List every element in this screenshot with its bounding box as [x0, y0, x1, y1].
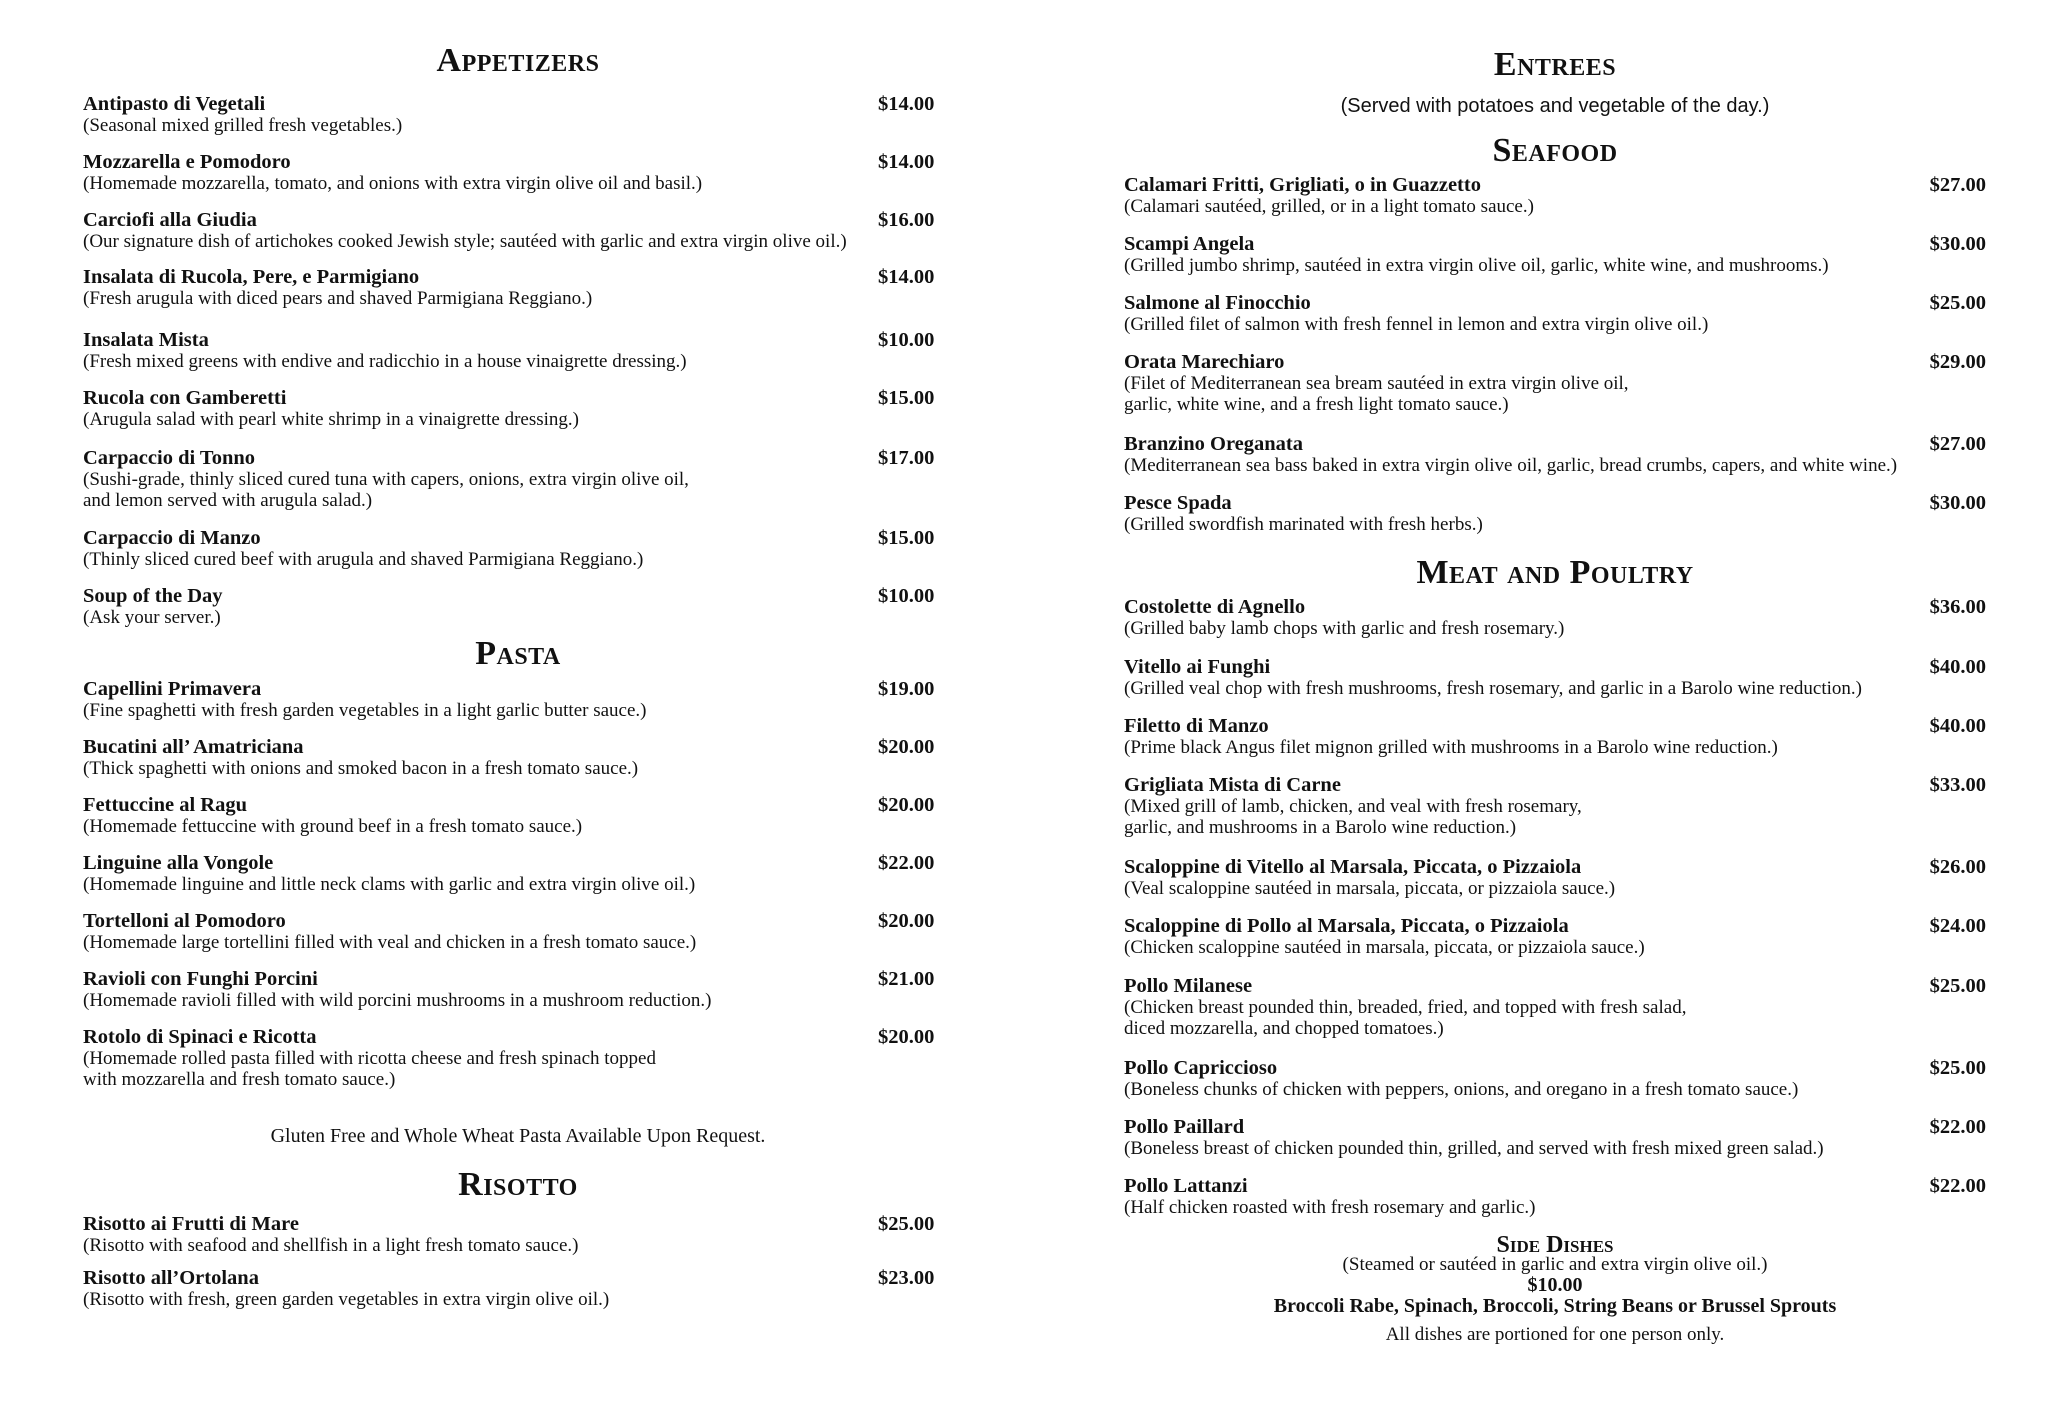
- seafood-menu-item: [1124, 292, 1986, 335]
- item-description: (Mixed grill of lamb, chicken, and veal with fresh rosemary, garlic, and mushrooms in a Barolo wine reduction.): [1124, 796, 1582, 838]
- item-name: Salmone al Finocchio: [1124, 292, 1311, 314]
- appetizers-menu-item: [83, 527, 953, 570]
- item-price: $14.00: [878, 266, 935, 288]
- footer-note: All dishes are portioned for one person only.: [1385, 1324, 1725, 1345]
- item-price: $19.00: [878, 678, 935, 700]
- seafood-title: Seafood: [1492, 132, 1618, 169]
- item-price: $27.00: [1929, 174, 1986, 196]
- item-price: $20.00: [878, 910, 935, 932]
- item-description: (Grilled baby lamb chops with garlic and fresh rosemary.): [1124, 618, 1565, 639]
- item-price: $26.00: [1929, 856, 1986, 878]
- item-price: $27.00: [1929, 433, 1986, 455]
- item-name: Rotolo di Spinaci e Ricotta: [83, 1026, 317, 1048]
- seafood-menu-item: [1124, 351, 1986, 415]
- item-name: Grigliata Mista di Carne: [1124, 774, 1341, 796]
- appetizers-title: Appetizers: [436, 42, 600, 79]
- item-description: (Boneless breast of chicken pounded thin, grilled, and served with fresh mixed green salad.): [1124, 1138, 1824, 1159]
- item-price: $25.00: [1929, 975, 1986, 997]
- item-name: Branzino Oreganata: [1124, 433, 1303, 455]
- meat-menu-item: [1124, 1057, 1986, 1100]
- meat-menu-item: [1124, 856, 1986, 899]
- item-price: $22.00: [1929, 1175, 1986, 1197]
- item-price: $25.00: [878, 1213, 935, 1235]
- item-name: Mozzarella e Pomodoro: [83, 151, 291, 173]
- appetizers-menu-item: [83, 151, 953, 194]
- item-description: (Prime black Angus filet mignon grilled with mushrooms in a Barolo wine reduction.): [1124, 737, 1778, 758]
- item-name: Scampi Angela: [1124, 233, 1255, 255]
- item-description: (Mediterranean sea bass baked in extra virgin olive oil, garlic, bread crumbs, capers, and white wine.): [1124, 455, 1898, 476]
- item-description: (Risotto with fresh, green garden vegetables in extra virgin olive oil.): [83, 1289, 610, 1310]
- pasta-menu-item: [83, 910, 953, 953]
- entrees-title: Entrees: [1493, 46, 1617, 83]
- item-description: (Homemade fettuccine with ground beef in a fresh tomato sauce.): [83, 816, 583, 837]
- entrees-subtitle: (Served with potatoes and vegetable of the day.): [1340, 95, 1770, 117]
- seafood-menu-item: [1124, 174, 1986, 217]
- item-name: Vitello ai Funghi: [1124, 656, 1271, 678]
- item-name: Rucola con Gamberetti: [83, 387, 287, 409]
- item-name: Costolette di Agnello: [1124, 596, 1306, 618]
- meat-title: Meat and Poultry: [1416, 554, 1694, 591]
- meat-menu-item: [1124, 715, 1986, 758]
- item-description: (Fresh arugula with diced pears and shaved Parmigiana Reggiano.): [83, 288, 593, 309]
- item-name: Risotto ai Frutti di Mare: [83, 1213, 299, 1235]
- item-name: Ravioli con Funghi Porcini: [83, 968, 318, 990]
- item-price: $20.00: [878, 794, 935, 816]
- item-price: $30.00: [1929, 492, 1986, 514]
- item-name: Pesce Spada: [1124, 492, 1232, 514]
- item-name: Filetto di Manzo: [1124, 715, 1269, 737]
- item-price: $14.00: [878, 151, 935, 173]
- item-description: (Boneless chunks of chicken with peppers, onions, and oregano in a fresh tomato sauce.): [1124, 1079, 1799, 1100]
- item-name: Carpaccio di Tonno: [83, 447, 256, 469]
- pasta-title: Pasta: [475, 635, 561, 672]
- side-dishes-list: Broccoli Rabe, Spinach, Broccoli, String Beans or Brussel Sprouts: [1273, 1295, 1837, 1317]
- item-description: (Chicken breast pounded thin, breaded, fried, and topped with fresh salad, diced mozzarella, and chopped tomatoes.): [1124, 997, 1687, 1039]
- item-name: Capellini Primavera: [83, 678, 262, 700]
- seafood-menu-item: [1124, 492, 1986, 535]
- item-price: $25.00: [1929, 292, 1986, 314]
- item-description: (Grilled jumbo shrimp, sautéed in extra virgin olive oil, garlic, white wine, and mushrooms.): [1124, 255, 1829, 276]
- item-price: $14.00: [878, 93, 935, 115]
- item-name: Fettuccine al Ragu: [83, 794, 247, 816]
- risotto-menu-item: [83, 1213, 953, 1256]
- item-name: Soup of the Day: [83, 585, 223, 607]
- item-description: (Risotto with seafood and shellfish in a light fresh tomato sauce.): [83, 1235, 579, 1256]
- item-price: $25.00: [1929, 1057, 1986, 1079]
- item-price: $40.00: [1929, 656, 1986, 678]
- item-description: (Grilled filet of salmon with fresh fennel in lemon and extra virgin olive oil.): [1124, 314, 1709, 335]
- item-description: (Veal scaloppine sautéed in marsala, piccata, or pizzaiola sauce.): [1124, 878, 1616, 899]
- risotto-title: Risotto: [458, 1166, 578, 1203]
- item-description: (Fresh mixed greens with endive and radicchio in a house vinaigrette dressing.): [83, 351, 687, 372]
- item-description: (Seasonal mixed grilled fresh vegetables.): [83, 115, 403, 136]
- meat-menu-item: [1124, 596, 1986, 639]
- meat-menu-item: [1124, 975, 1986, 1039]
- pasta-menu-item: [83, 736, 953, 779]
- item-description: (Homemade rolled pasta filled with ricotta cheese and fresh spinach topped with mozzarella and fresh tomato sauce.): [83, 1048, 656, 1090]
- item-description: (Calamari sautéed, grilled, or in a light tomato sauce.): [1124, 196, 1534, 217]
- item-description: (Chicken scaloppine sautéed in marsala, piccata, or pizzaiola sauce.): [1124, 937, 1645, 958]
- item-price: $15.00: [878, 387, 935, 409]
- item-name: Scaloppine di Vitello al Marsala, Piccata, o Pizzaiola: [1124, 856, 1582, 878]
- item-description: (Homemade ravioli filled with wild porcini mushrooms in a mushroom reduction.): [83, 990, 712, 1011]
- item-name: Antipasto di Vegetali: [83, 93, 266, 115]
- appetizers-menu-item: [83, 387, 953, 430]
- item-name: Tortelloni al Pomodoro: [83, 910, 286, 932]
- item-price: $29.00: [1929, 351, 1986, 373]
- item-price: $21.00: [878, 968, 935, 990]
- item-name: Linguine alla Vongole: [83, 852, 274, 874]
- meat-menu-item: [1124, 774, 1986, 838]
- pasta-menu-item: [83, 852, 953, 895]
- pasta-menu-item: [83, 968, 953, 1011]
- item-name: Bucatini all’ Amatriciana: [83, 736, 304, 758]
- meat-menu-item: [1124, 1175, 1986, 1218]
- item-name: Carciofi alla Giudia: [83, 209, 257, 231]
- item-price: $20.00: [878, 736, 935, 758]
- seafood-menu-item: [1124, 233, 1986, 276]
- pasta-menu-item: [83, 678, 953, 721]
- pasta-menu-item: [83, 794, 953, 837]
- appetizers-menu-item: [83, 93, 953, 136]
- item-price: $16.00: [878, 209, 935, 231]
- item-name: Scaloppine di Pollo al Marsala, Piccata, o Pizzaiola: [1124, 915, 1569, 937]
- item-name: Pollo Milanese: [1124, 975, 1253, 997]
- item-price: $10.00: [878, 585, 935, 607]
- appetizers-menu-item: [83, 585, 953, 628]
- item-description: (Grilled veal chop with fresh mushrooms, fresh rosemary, and garlic in a Barolo wine reduction.): [1124, 678, 1862, 699]
- item-description: (Homemade large tortellini filled with veal and chicken in a fresh tomato sauce.): [83, 932, 697, 953]
- item-name: Insalata di Rucola, Pere, e Parmigiano: [83, 266, 420, 288]
- pasta-note: Gluten Free and Whole Wheat Pasta Available Upon Request.: [270, 1125, 766, 1147]
- item-description: (Thinly sliced cured beef with arugula and shaved Parmigiana Reggiano.): [83, 549, 644, 570]
- item-description: (Ask your server.): [83, 607, 221, 628]
- appetizers-menu-item: [83, 329, 953, 372]
- meat-menu-item: [1124, 656, 1986, 699]
- item-name: Pollo Lattanzi: [1124, 1175, 1248, 1197]
- item-price: $20.00: [878, 1026, 935, 1048]
- item-price: $33.00: [1929, 774, 1986, 796]
- item-price: $22.00: [1929, 1116, 1986, 1138]
- meat-menu-item: [1124, 1116, 1986, 1159]
- pasta-menu-item: [83, 1026, 953, 1090]
- seafood-menu-item: [1124, 433, 1986, 476]
- side-dishes-title: Side Dishes: [1496, 1232, 1614, 1258]
- item-price: $10.00: [878, 329, 935, 351]
- item-description: (Our signature dish of artichokes cooked Jewish style; sautéed with garlic and extra virgin olive oil.): [83, 231, 847, 252]
- item-price: $22.00: [878, 852, 935, 874]
- side-dishes-subtitle: (Steamed or sautéed in garlic and extra virgin olive oil.): [1342, 1254, 1768, 1275]
- item-name: Carpaccio di Manzo: [83, 527, 261, 549]
- item-name: Calamari Fritti, Grigliati, o in Guazzetto: [1124, 174, 1481, 196]
- item-name: Pollo Paillard: [1124, 1116, 1245, 1138]
- item-name: Pollo Capriccioso: [1124, 1057, 1278, 1079]
- item-description: (Grilled swordfish marinated with fresh herbs.): [1124, 514, 1483, 535]
- item-description: (Homemade linguine and little neck clams with garlic and extra virgin olive oil.): [83, 874, 696, 895]
- meat-menu-item: [1124, 915, 1986, 958]
- appetizers-menu-item: [83, 266, 953, 309]
- item-name: Risotto all’Ortolana: [83, 1267, 259, 1289]
- item-description: (Arugula salad with pearl white shrimp in a vinaigrette dressing.): [83, 409, 579, 430]
- item-price: $23.00: [878, 1267, 935, 1289]
- item-description: (Filet of Mediterranean sea bream sautéed in extra virgin olive oil, garlic, white wine, and a fresh light tomato sauce.): [1124, 373, 1629, 415]
- item-description: (Homemade mozzarella, tomato, and onions with extra virgin olive oil and basil.): [83, 173, 703, 194]
- item-price: $36.00: [1929, 596, 1986, 618]
- appetizers-menu-item: [83, 209, 953, 252]
- item-price: $15.00: [878, 527, 935, 549]
- item-description: (Fine spaghetti with fresh garden vegetables in a light garlic butter sauce.): [83, 700, 647, 721]
- item-name: Insalata Mista: [83, 329, 209, 351]
- item-description: (Sushi-grade, thinly sliced cured tuna with capers, onions, extra virgin olive oil, and lemon served with arugula salad.): [83, 469, 689, 511]
- appetizers-menu-item: [83, 447, 953, 511]
- item-name: Orata Marechiaro: [1124, 351, 1285, 373]
- side-dishes-price: $10.00: [1527, 1274, 1583, 1296]
- item-description: (Thick spaghetti with onions and smoked bacon in a fresh tomato sauce.): [83, 758, 639, 779]
- risotto-menu-item: [83, 1267, 953, 1310]
- item-price: $24.00: [1929, 915, 1986, 937]
- item-price: $30.00: [1929, 233, 1986, 255]
- item-price: $17.00: [878, 447, 935, 469]
- item-description: (Half chicken roasted with fresh rosemary and garlic.): [1124, 1197, 1536, 1218]
- item-price: $40.00: [1929, 715, 1986, 737]
